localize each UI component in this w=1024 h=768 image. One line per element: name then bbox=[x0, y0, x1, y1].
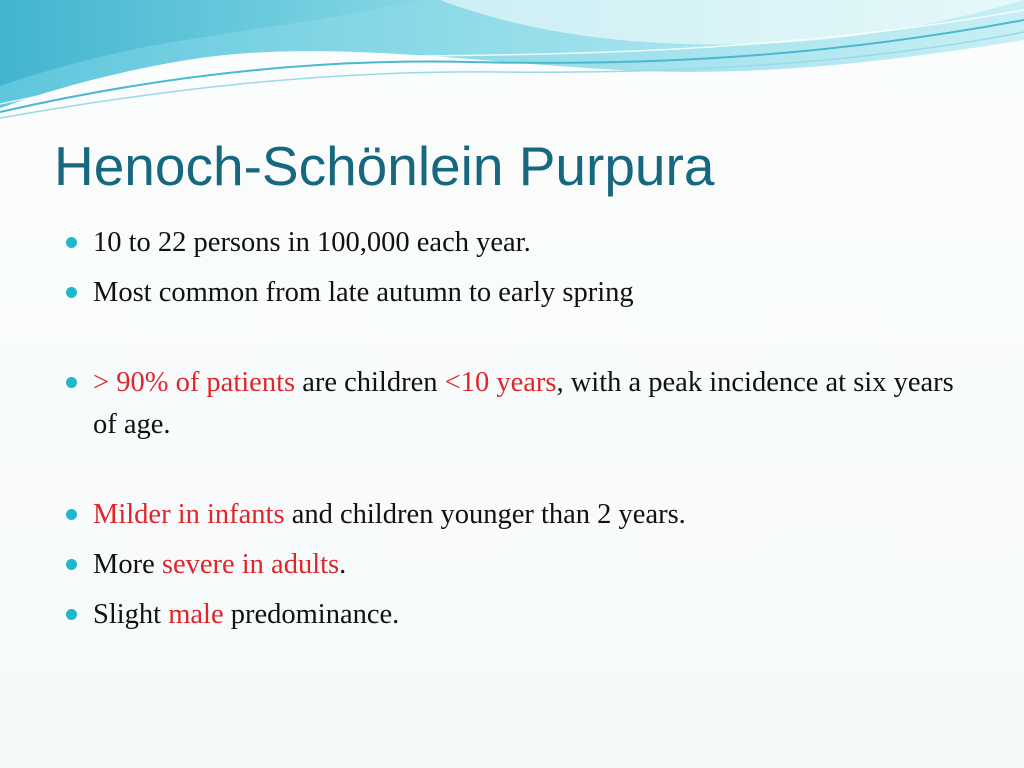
bullet-text: , with a peak incidence at six years of age. bbox=[93, 367, 954, 440]
wave-header-decoration bbox=[0, 0, 1024, 130]
bullet-text: 10 to 22 persons in 100,000 each year. bbox=[93, 227, 531, 258]
bullet-highlight: severe in adults bbox=[161, 549, 340, 580]
bullet-dot-icon bbox=[66, 237, 77, 248]
bullet-item-adults bbox=[66, 544, 966, 586]
slide-title: Henoch-Schönlein Purpura bbox=[54, 135, 715, 197]
bullet-highlight: > 90% of patients bbox=[93, 367, 296, 398]
bullet-highlight: male bbox=[168, 599, 224, 630]
bullet-dot-icon bbox=[66, 287, 77, 298]
bullet-item-children bbox=[66, 362, 966, 446]
bullet-item-incidence bbox=[66, 222, 966, 264]
bullet-list bbox=[66, 222, 966, 644]
bullet-dot-icon bbox=[66, 559, 77, 570]
bullet-text: predominance. bbox=[223, 599, 400, 630]
bullet-text: Most common from late autumn to early spring bbox=[93, 277, 634, 308]
bullet-dot-icon bbox=[66, 377, 77, 388]
bullet-dot-icon bbox=[66, 509, 77, 520]
bullet-item-season bbox=[66, 272, 966, 314]
bullet-text: More bbox=[93, 549, 162, 580]
bullet-highlight: <10 years bbox=[444, 367, 557, 398]
bullet-highlight: Milder in infants bbox=[93, 499, 285, 530]
bullet-item-infants bbox=[66, 494, 966, 536]
bullet-dot-icon bbox=[66, 609, 77, 620]
bullet-text: Slight bbox=[93, 599, 169, 630]
bullet-text: . bbox=[339, 549, 347, 580]
bullet-item-male bbox=[66, 594, 966, 636]
bullet-text: are children bbox=[295, 367, 445, 398]
bullet-text: and children younger than 2 years. bbox=[284, 499, 686, 530]
